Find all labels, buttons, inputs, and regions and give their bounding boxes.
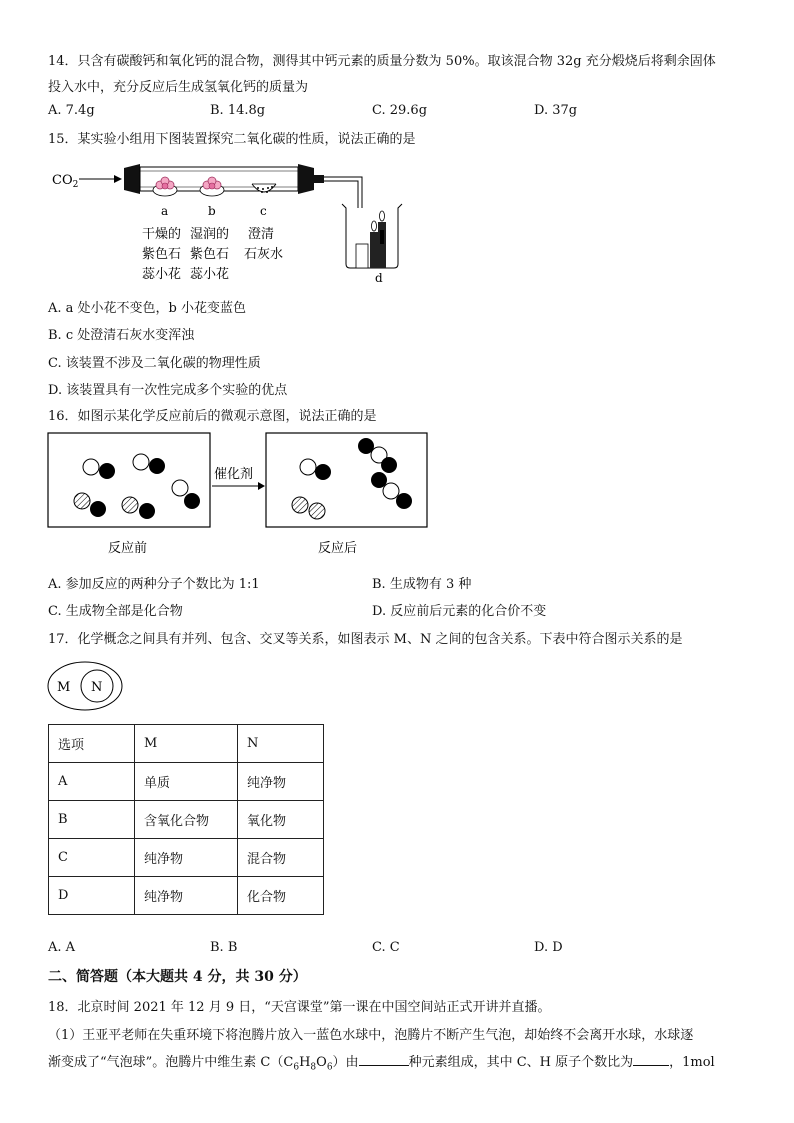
left-stopper	[124, 164, 140, 194]
table-cell: 纯净物	[135, 839, 238, 877]
table-cell: B	[49, 801, 135, 839]
q15-option-b: B. c 处澄清石灰水变浑浊	[48, 328, 195, 343]
table-header-cell: 选项	[49, 725, 135, 763]
table-header-row	[49, 725, 324, 763]
table-header-cell: M	[135, 725, 238, 763]
q17-option-d: D. D	[534, 940, 563, 955]
q15-option-a: A. a 处小花不变色，b 小花变蓝色	[48, 301, 246, 316]
table-row	[49, 839, 324, 877]
after-box	[266, 433, 427, 527]
table-cell: 单质	[135, 763, 238, 801]
q16-option-d: D. 反应前后元素的化合价不变	[372, 604, 547, 619]
catalyst-label: 催化剂	[214, 467, 254, 482]
caption-a-2: 紫色石	[142, 247, 182, 262]
after-label: 反应后	[318, 541, 358, 556]
q18-part1-line1: （1）王亚平老师在失重环境下将泡腾片放入一蓝色水球中，泡腾片不断产生气泡，却始终不会离开水球，水球逐	[48, 1028, 694, 1043]
q17-option-a: A. A	[48, 940, 76, 955]
table-row	[49, 801, 324, 839]
table-cell: 含氧化合物	[135, 801, 238, 839]
q18-stem: 18．北京时间 2021 年 12 月 9 日，“天宫课堂”第一课在中国空间站正式开讲并直播。	[48, 1000, 551, 1015]
table-row	[49, 877, 324, 915]
q14-option-c: C. 29.6g	[372, 103, 428, 118]
q18-part1-line2: 渐变成了“气泡球”。泡腾片中维生素 $C(C_6H_8O_6)$由 种元素组成，其中 C、H 原子个数比为 ，1mol	[48, 1055, 715, 1073]
q14-option-a: A. 7.4g	[48, 103, 95, 118]
q15-apparatus-figure	[44, 160, 414, 285]
caption-b-1: 湿润的	[190, 227, 230, 242]
q14-stem-line1: 14．只含有碳酸钙和氧化钙的混合物，测得其中钙元素的质量分数为 50%。取该混合物 32g 充分煅烧后将剩余固体	[48, 54, 716, 69]
mark-c: c	[260, 204, 267, 218]
venn-label-n: N	[91, 680, 103, 695]
co2-label: $CO_2$	[52, 173, 79, 190]
caption-c-2: 石灰水	[244, 247, 284, 262]
section-heading: 二、简答题（本大题共 4 分，共 30 分）	[48, 969, 307, 985]
table-row	[49, 763, 324, 801]
before-label: 反应前	[108, 541, 148, 556]
answer-blank-1[interactable]	[359, 1053, 409, 1066]
table-cell: D	[49, 877, 135, 915]
limewater-dish-c	[252, 184, 276, 193]
q16-option-b: B. 生成物有 3 种	[372, 577, 472, 592]
caption-a-1: 干燥的	[142, 227, 182, 242]
mark-b: b	[208, 204, 216, 218]
q16-option-c: C. 生成物全部是化合物	[48, 604, 183, 619]
q15-stem: 15．某实验小组用下图装置探究二氧化碳的性质，说法正确的是	[48, 132, 416, 147]
q14-option-b: B. 14.8g	[210, 103, 266, 118]
table-cell: 混合物	[238, 839, 324, 877]
answer-blank-2[interactable]	[633, 1053, 669, 1066]
table-cell: C	[49, 839, 135, 877]
q16-option-a: A. 参加反应的两种分子个数比为 1:1	[48, 577, 260, 592]
q18-text-segment: 渐变成了“气泡球”。泡腾片中维生素 C（C	[48, 1055, 294, 1070]
table-header-cell: N	[238, 725, 324, 763]
table-cell: 化合物	[238, 877, 324, 915]
q14-option-d: D. 37g	[534, 103, 578, 118]
q16-reaction-figure	[46, 430, 432, 558]
q17-options-table	[48, 724, 324, 915]
q17-venn-diagram	[46, 660, 126, 712]
q14-stem-line2: 投入水中，充分反应后生成氢氧化钙的质量为	[48, 80, 309, 95]
q17-option-c: C. C	[372, 940, 400, 955]
q17-option-b: B. B	[210, 940, 238, 955]
q15-option-c: C. 该装置不涉及二氧化碳的物理性质	[48, 356, 261, 371]
caption-c-1: 澄清	[248, 227, 275, 242]
right-stopper	[298, 164, 314, 194]
caption-b-3: 蕊小花	[190, 267, 230, 282]
table-cell: A	[49, 763, 135, 801]
beaker-d	[342, 204, 402, 268]
table-cell: 纯净物	[238, 763, 324, 801]
table-cell: 氧化物	[238, 801, 324, 839]
q16-stem: 16．如图示某化学反应前后的微观示意图，说法正确的是	[48, 409, 377, 424]
mark-a: a	[161, 204, 169, 218]
table-cell: 纯净物	[135, 877, 238, 915]
caption-a-3: 蕊小花	[142, 267, 182, 282]
q15-option-d: D. 该装置具有一次性完成多个实验的优点	[48, 383, 288, 398]
venn-label-m: M	[57, 680, 71, 695]
mark-d: d	[375, 271, 383, 285]
q17-stem: 17．化学概念之间具有并列、包含、交叉等关系，如图表示 M、N 之间的包含关系。下表中符合图示关系的是	[48, 632, 683, 647]
caption-b-2: 紫色石	[190, 247, 230, 262]
